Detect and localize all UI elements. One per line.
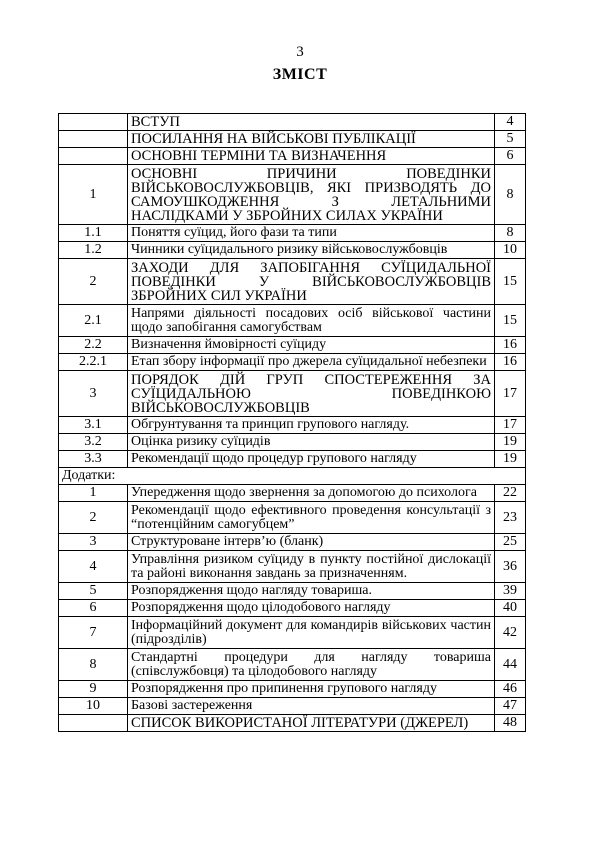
toc-section-number (59, 148, 128, 165)
toc-section-number: 6 (59, 600, 128, 617)
toc-entry-title[interactable]: Етап збору інформації про джерела суїцидальної небезпеки (128, 354, 495, 371)
toc-row (59, 417, 526, 434)
toc-page-number: 23 (495, 502, 526, 534)
toc-entry-title[interactable]: ОСНОВНІ ТЕРМІНИ ТА ВИЗНАЧЕННЯ (128, 148, 495, 165)
table-of-contents (58, 113, 526, 732)
toc-page-number: 17 (495, 371, 526, 417)
toc-section-number: 4 (59, 551, 128, 583)
toc-row (59, 259, 526, 305)
toc-row (59, 225, 526, 242)
toc-section-number: 1 (59, 485, 128, 502)
toc-row (59, 371, 526, 417)
toc-page-number: 42 (495, 617, 526, 649)
toc-section-number: 2.2.1 (59, 354, 128, 371)
toc-row (59, 114, 526, 131)
toc-page-number: 40 (495, 600, 526, 617)
toc-page-number: 48 (495, 715, 526, 732)
toc-row (59, 485, 526, 502)
toc-page-number: 39 (495, 583, 526, 600)
toc-section-number: 10 (59, 698, 128, 715)
toc-row (59, 451, 526, 468)
toc-row (59, 305, 526, 337)
toc-section-number: 2 (59, 502, 128, 534)
toc-section-number: 2.1 (59, 305, 128, 337)
toc-row (59, 337, 526, 354)
toc-entry-title[interactable]: Управління ризиком суїциду в пункту постійної дислокації та районі виконання завдань за призначенням. (128, 551, 495, 583)
toc-entry-title[interactable]: ВСТУП (128, 114, 495, 131)
toc-section-number: 8 (59, 649, 128, 681)
toc-entry-title[interactable]: Поняття суїцид, його фази та типи (128, 225, 495, 242)
toc-row (59, 434, 526, 451)
toc-entry-title[interactable]: СПИСОК ВИКОРИСТАНОЇ ЛІТЕРАТУРИ (ДЖЕРЕЛ) (128, 715, 495, 732)
toc-entry-title[interactable]: Напрями діяльності посадових осіб військової частини щодо запобігання самогубствам (128, 305, 495, 337)
toc-section-number: 1.1 (59, 225, 128, 242)
toc-section-number: 5 (59, 583, 128, 600)
toc-section-number: 1 (59, 165, 128, 225)
toc-section-number: 1.2 (59, 242, 128, 259)
toc-page-number: 36 (495, 551, 526, 583)
toc-page-number: 15 (495, 259, 526, 305)
toc-entry-title[interactable]: Обгрунтування та принцип групового нагляду. (128, 417, 495, 434)
toc-page-number: 22 (495, 485, 526, 502)
toc-row (59, 600, 526, 617)
toc-page-number: 15 (495, 305, 526, 337)
toc-section-number (59, 715, 128, 732)
appendix-label: Додатки: (59, 468, 526, 485)
toc-entry-title[interactable]: Стандартні процедури для нагляду товариша (співслужбовця) та цілодобового нагляду (128, 649, 495, 681)
toc-row (59, 242, 526, 259)
toc-row (59, 165, 526, 225)
toc-page-number: 16 (495, 354, 526, 371)
toc-section-number: 9 (59, 681, 128, 698)
toc-section-number: 7 (59, 617, 128, 649)
toc-page-number: 4 (495, 114, 526, 131)
toc-page-number: 16 (495, 337, 526, 354)
toc-row (59, 534, 526, 551)
toc-page-number: 8 (495, 225, 526, 242)
toc-entry-title[interactable]: ЗАХОДИ ДЛЯ ЗАПОБІГАННЯ СУЇЦИДАЛЬНОЇ ПОВЕДІНКИ У ВІЙСЬКОВОСЛУЖБОВЦІВ ЗБРОЙНИХ СИЛ УКРАЇНИ (128, 259, 495, 305)
toc-entry-title[interactable]: Інформаційний документ для командирів військових частин (підрозділів) (128, 617, 495, 649)
toc-entry-title[interactable]: Упередження щодо звернення за допомогою до психолога (128, 485, 495, 502)
toc-section-number: 2 (59, 259, 128, 305)
toc-section-number: 3 (59, 534, 128, 551)
toc-page-number: 19 (495, 451, 526, 468)
toc-page-number: 25 (495, 534, 526, 551)
toc-section-number: 3 (59, 371, 128, 417)
toc-page-number: 19 (495, 434, 526, 451)
toc-entry-title[interactable]: Чинники суїцидального ризику військовослужбовців (128, 242, 495, 259)
toc-page-number: 46 (495, 681, 526, 698)
toc-row (59, 148, 526, 165)
page-number: 3 (296, 44, 304, 60)
toc-entry-title[interactable]: ОСНОВНІ ПРИЧИНИ ПОВЕДІНКИ ВІЙСЬКОВОСЛУЖБОВЦІВ, ЯКІ ПРИЗВОДЯТЬ ДО САМОУШКОДЖЕННЯ З ЛЕТАЛЬНИМИ НАСЛІДКАМИ У ЗБРОЙНИХ СИЛАХ УКРАЇНИ (128, 165, 495, 225)
toc-row (59, 583, 526, 600)
toc-entry-title[interactable]: Розпорядження про припинення групового нагляду (128, 681, 495, 698)
toc-entry-title[interactable]: Розпорядження щодо нагляду товариша. (128, 583, 495, 600)
toc-section-number: 3.1 (59, 417, 128, 434)
toc-section-number (59, 131, 128, 148)
toc-page-number: 6 (495, 148, 526, 165)
toc-section-number: 2.2 (59, 337, 128, 354)
toc-entry-title[interactable]: Визначення ймовірності суїциду (128, 337, 495, 354)
toc-row (59, 698, 526, 715)
appendix-header-row (59, 468, 526, 485)
toc-entry-title[interactable]: Рекомендації щодо процедур групового нагляду (128, 451, 495, 468)
toc-entry-title[interactable]: Базові застереження (128, 698, 495, 715)
toc-entry-title[interactable]: Структуроване інтерв’ю (бланк) (128, 534, 495, 551)
toc-section-number: 3.2 (59, 434, 128, 451)
toc-page-number: 47 (495, 698, 526, 715)
toc-row (59, 681, 526, 698)
toc-entry-title[interactable]: ПОРЯДОК ДІЙ ГРУП СПОСТЕРЕЖЕННЯ ЗА СУЇЦИДАЛЬНОЮ ПОВЕДІНКОЮ ВІЙСЬКОВОСЛУЖБОВЦІВ (128, 371, 495, 417)
toc-entry-title[interactable]: ПОСИЛАННЯ НА ВІЙСЬКОВІ ПУБЛІКАЦІЇ (128, 131, 495, 148)
toc-row (59, 649, 526, 681)
toc-row (59, 617, 526, 649)
toc-entry-title[interactable]: Оцінка ризику суїцидів (128, 434, 495, 451)
toc-body (59, 114, 526, 732)
toc-section-number: 3.3 (59, 451, 128, 468)
toc-row (59, 715, 526, 732)
toc-page-number: 5 (495, 131, 526, 148)
toc-entry-title[interactable]: Рекомендації щодо ефективного проведення консультації з “потенційним самогубцем” (128, 502, 495, 534)
toc-page-number: 8 (495, 165, 526, 225)
page-title: ЗМІСТ (272, 66, 328, 83)
toc-entry-title[interactable]: Розпорядження щодо цілодобового нагляду (128, 600, 495, 617)
toc-row (59, 354, 526, 371)
toc-row (59, 502, 526, 534)
toc-row (59, 131, 526, 148)
toc-page-number: 17 (495, 417, 526, 434)
toc-page-number: 10 (495, 242, 526, 259)
toc-page-number: 44 (495, 649, 526, 681)
toc-section-number (59, 114, 128, 131)
toc-row (59, 551, 526, 583)
